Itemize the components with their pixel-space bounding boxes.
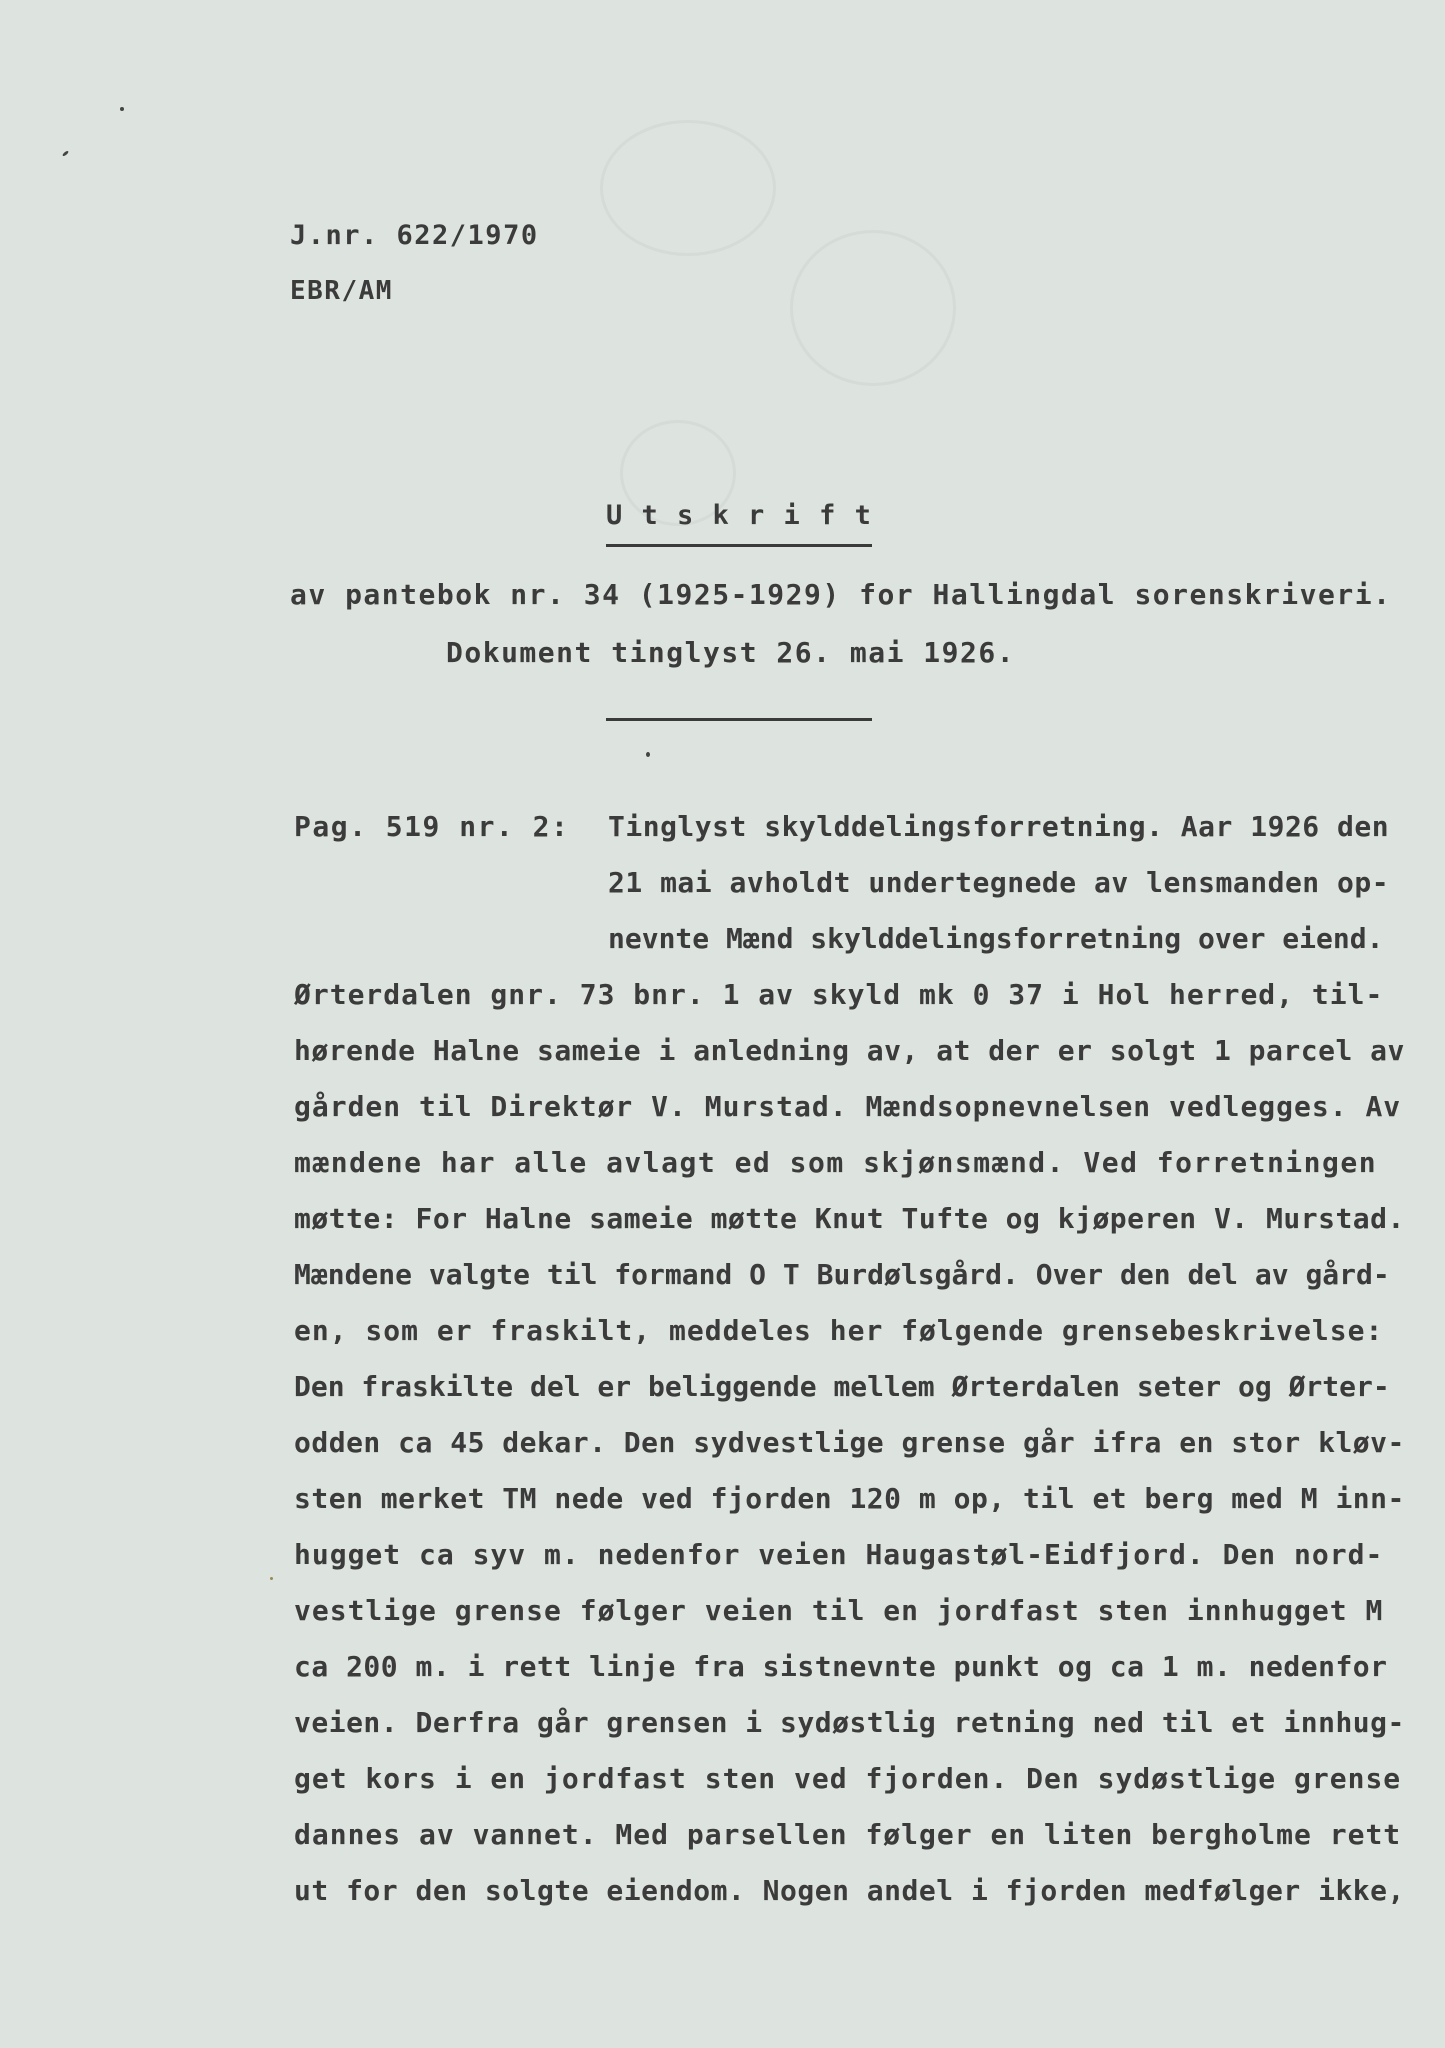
- text-line: odden ca 45 dekar. Den sydvestlige grense går ifra en stor kløv-: [294, 1426, 1405, 1459]
- journal-number: J.nr. 622/1970: [290, 220, 539, 251]
- ink-speck: [270, 1577, 273, 1580]
- page-reference: Pag. 519 nr. 2:: [294, 810, 570, 843]
- heading-underline: [606, 544, 872, 547]
- text-line: mændene har alle avlagt ed som skjønsmænd. Ved forretningen: [294, 1146, 1378, 1179]
- document-heading: U t s k r i f t: [606, 500, 873, 531]
- text-line: Tinglyst skylddelingsforretning. Aar 1926 den: [608, 810, 1390, 843]
- text-line: Ørterdalen gnr. 73 bnr. 1 av skyld mk 0 37 i Hol herred, til-: [294, 978, 1384, 1011]
- ghost-stamp-mark: [790, 230, 956, 386]
- text-line: 21 mai avholdt undertegnede av lensmanden op-: [608, 866, 1390, 899]
- document-recorded-line: Dokument tinglyst 26. mai 1926.: [446, 636, 1016, 669]
- text-line: gården til Direktør V. Murstad. Mændsopnevnelsen vedlegges. Av: [294, 1090, 1402, 1123]
- text-line: hugget ca syv m. nedenfor veien Haugastøl-Eidfjord. Den nord-: [294, 1538, 1384, 1571]
- subtitle-line: av pantebok nr. 34 (1925-1929) for Hallingdal sorenskriveri.: [290, 578, 1392, 611]
- text-line: en, som er fraskilt, meddeles her følgende grensebeskrivelse:: [294, 1314, 1384, 1347]
- text-line: ut for den solgte eiendom. Nogen andel i fjorden medfølger ikke,: [294, 1874, 1405, 1907]
- text-line: sten merket TM nede ved fjorden 120 m op, til et berg med M inn-: [294, 1482, 1405, 1515]
- ink-speck: [646, 752, 650, 757]
- ink-speck: [120, 107, 124, 111]
- initials: EBR/AM: [290, 276, 393, 306]
- text-line: Den fraskilte del er beliggende mellem Ørterdalen seter og Ørter-: [294, 1370, 1390, 1403]
- text-line: nevnte Mænd skylddelingsforretning over eiend.: [608, 922, 1384, 955]
- text-line: dannes av vannet. Med parsellen følger en liten bergholme rett: [294, 1818, 1402, 1851]
- text-line: Mændene valgte til formand O T Burdølsgård. Over den del av gård-: [294, 1258, 1390, 1291]
- ghost-stamp-mark: [600, 120, 776, 256]
- text-line: møtte: For Halne sameie møtte Knut Tufte og kjøperen V. Murstad.: [294, 1202, 1405, 1235]
- text-line: hørende Halne sameie i anledning av, at der er solgt 1 parcel av: [294, 1034, 1405, 1067]
- text-line: veien. Derfra går grensen i sydøstlig retning ned til et innhug-: [294, 1706, 1405, 1739]
- text-line: ca 200 m. i rett linje fra sistnevnte punkt og ca 1 m. nedenfor: [294, 1650, 1388, 1683]
- text-line: vestlige grense følger veien til en jordfast sten innhugget M: [294, 1594, 1384, 1627]
- ink-speck: [62, 150, 69, 157]
- text-line: get kors i en jordfast sten ved fjorden. Den sydøstlige grense: [294, 1762, 1402, 1795]
- section-divider: [606, 718, 872, 721]
